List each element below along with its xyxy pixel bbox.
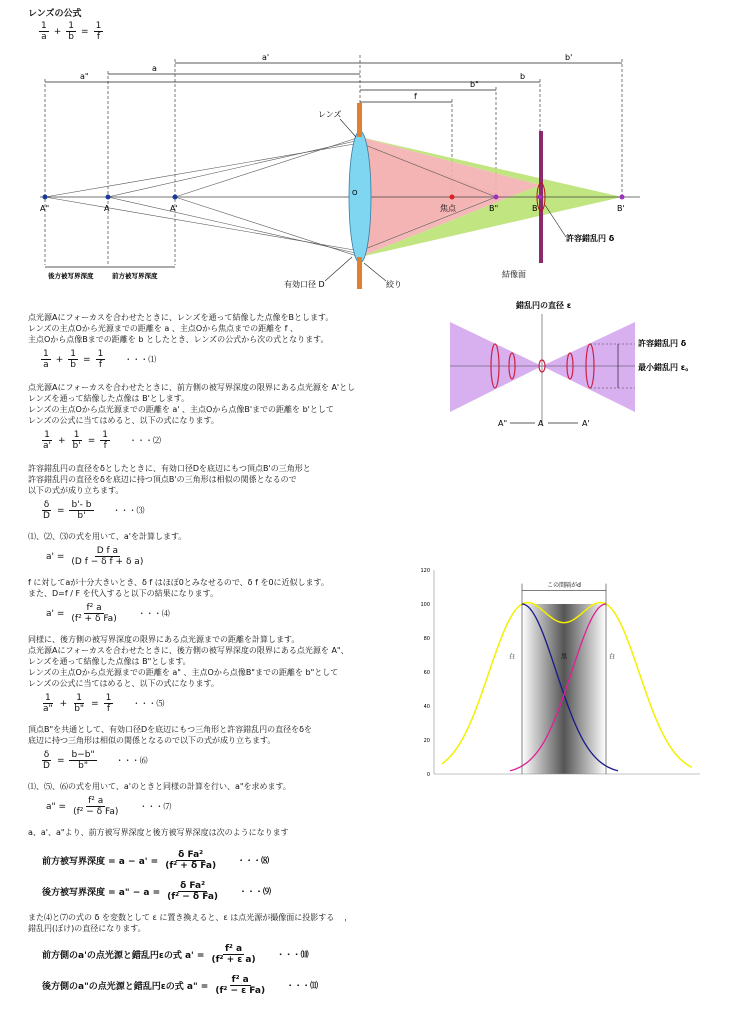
- eq1-d3: f: [98, 360, 103, 370]
- eq2-n1: 1: [44, 430, 50, 440]
- eq2-d1: a': [43, 441, 51, 451]
- eq11: [42, 975, 428, 996]
- p3-line: 許容錯乱円の直径をδとしたときに、有効口径Dを底辺にもつ頂点B'の三角形と: [28, 464, 311, 473]
- eq11-lhs: 後方側のa"の点光源と錯乱円εの式 a" =: [42, 982, 209, 992]
- label-B-dprime: B": [489, 204, 499, 213]
- p5-line: f に対してaが十分大きいとき、δ f はほぼ0とみなせるので、δ f を0に近似します。: [28, 578, 329, 587]
- eq2: $\frac{1}{a'}$ + $\frac{1}{b'}$ = $\frac{1}{f}$ ・・・⑵: [43, 430, 162, 451]
- aperture-stop: [357, 103, 362, 137]
- eq4-n: f² a: [86, 603, 102, 613]
- y-tick-label: 80: [423, 636, 430, 642]
- eq7-num: ・・・⑺: [139, 802, 172, 811]
- eq9-lhs: 後方被写界深度 = a" − a =: [42, 888, 161, 898]
- eq1: $\frac{1}{a}$ + $\frac{1}{b}$ = $\frac{1}{f}$ ・・・⑴: [43, 349, 157, 370]
- eq4a-n: D f a: [96, 546, 119, 556]
- p2-line: レンズを通って結像した点像は B'とします。: [28, 394, 190, 403]
- shade-region: [522, 604, 606, 774]
- eq1-n1: 1: [43, 349, 49, 359]
- eq6-d2: b": [78, 761, 88, 771]
- eq5-num: ・・・⑸: [132, 699, 165, 708]
- eq7: [46, 796, 428, 817]
- top-d1: a: [41, 32, 47, 42]
- eq1-d1: a: [43, 360, 49, 370]
- eq1-n3: 1: [97, 349, 104, 359]
- page-title: レンズの公式: [28, 9, 82, 19]
- coc-axis-mid: A: [538, 419, 544, 428]
- top-n2: 1: [68, 21, 75, 31]
- label-A: A: [104, 204, 110, 213]
- eq10: [42, 944, 428, 965]
- coc-diagram: [440, 296, 730, 436]
- eq11-d: (f² − ε Fa): [215, 986, 266, 996]
- lens-ray-diagram: [0, 45, 730, 295]
- p10-line-0: また⑷と⑺の式の δ を変数として ε に置き換えると、ε は点光源が撮像面に投影する: [28, 913, 335, 922]
- interval-annotation: この間隔がd: [547, 582, 581, 589]
- eq1-d2: b: [70, 360, 76, 370]
- label-O: O: [352, 189, 358, 197]
- label-image-plane: 結像面: [502, 270, 526, 279]
- eq1-num: ・・・⑴: [124, 355, 157, 364]
- p1-line: 点光源Aにフォーカスを合わせたときに、レンズを通って結像した点像をBとします。: [28, 313, 334, 322]
- coc-axis-left: A": [498, 419, 508, 428]
- p1-line: レンズの主点Oから光源までの距離を a 、主点Oから焦点までの距離を f 、: [28, 324, 299, 333]
- dim-b-dprime: b": [470, 80, 479, 89]
- p6-line: レンズの主点Oから点光源までの距離を a" 、主点Oから点像B"までの距離を b"として: [28, 668, 339, 677]
- p6-line: レンズの公式に当てはめると、以下の式になります。: [28, 679, 219, 688]
- eq2-n3: 1: [102, 430, 109, 440]
- eq10-d: (f² + ε a): [211, 955, 256, 965]
- dim-b: b: [520, 72, 526, 81]
- eq8: [42, 850, 428, 871]
- p1-line: 主点Oから点像Bまでの距離を b としたとき、レンズの公式から次の式となります。: [28, 335, 329, 344]
- top-d3: f: [96, 32, 101, 42]
- eq6-num: ・・・⑹: [115, 756, 148, 765]
- eq7-n: f² a: [88, 796, 104, 806]
- eq7-lhs: a" =: [46, 801, 67, 812]
- eq3: $\frac{\delta}{D}$ = $\frac{b'- b}{b'}$ ・・・⑶: [43, 500, 145, 521]
- eq5-d2: b": [74, 704, 85, 714]
- dim-a: a: [152, 64, 157, 73]
- eq4-d: (f² + δ Fa): [71, 614, 117, 624]
- eq5-n3: 1: [105, 693, 112, 703]
- eq2-num: ・・・⑵: [129, 436, 162, 445]
- eq11-num: ・・・⑾: [286, 981, 319, 990]
- p10-line: 錯乱円(ぼけ)の直径になります。: [28, 924, 146, 933]
- coc-title: 錯乱円の直径 ε: [516, 301, 572, 310]
- label-front-dof: 前方被写界深度: [112, 272, 158, 280]
- label-A-dprime: A": [40, 204, 50, 213]
- p10-line: [28, 912, 428, 923]
- y-tick-label: 100: [420, 602, 430, 608]
- top-op1: +: [53, 26, 62, 37]
- p9-line: a、a'、a"より、前方被写界深度と後方被写界深度は次のようになります: [28, 828, 289, 837]
- top-d2: b: [68, 32, 74, 42]
- p6-line: レンズを通って結像した点像は B"とします。: [28, 657, 191, 666]
- y-tick-label: 60: [423, 670, 430, 676]
- eq8-num: ・・・⑻: [237, 856, 270, 865]
- p3-line: 許容錯乱円の直径をδを底辺に持つ頂点B'の三角形は相似の関係となるので: [28, 475, 297, 484]
- label-aperture: 有効口径 D: [284, 280, 325, 289]
- p7-line: 底辺に持つ三角形は相似の関係となるので以下の式が成り立ちます。: [28, 736, 276, 745]
- label-focus: 焦点: [440, 204, 456, 213]
- region-label: 白: [508, 653, 516, 661]
- intensity-chart: [410, 560, 710, 790]
- eq8-n: δ Fa²: [178, 850, 204, 860]
- eq4a-d: (D f − δ f + δ a): [71, 557, 144, 567]
- eq2-d2: b': [72, 441, 81, 451]
- label-rear-dof: 後方被写界深度: [48, 272, 94, 280]
- eq3-d2: b': [77, 511, 86, 521]
- eq5-d1: a": [43, 704, 53, 714]
- eq4-lhs: a' =: [46, 608, 65, 619]
- eq9-n: δ Fa²: [180, 881, 206, 891]
- dim-a-dprime: a": [80, 72, 89, 81]
- eq5-d3: f: [106, 704, 111, 714]
- lens-shape: [349, 131, 371, 263]
- y-tick-label: 40: [423, 704, 430, 710]
- top-eq: =: [81, 26, 89, 37]
- eq3-d1: D: [43, 511, 50, 521]
- eq3-n1: δ: [43, 500, 50, 510]
- body-text: [28, 312, 428, 996]
- eq4: [46, 603, 428, 624]
- dim-b-prime: b': [565, 53, 573, 62]
- coc-axis-right: A': [582, 419, 590, 428]
- eq10-n: f² a: [225, 944, 243, 954]
- top-n3: 1: [95, 21, 102, 31]
- dim-f: f: [414, 92, 417, 101]
- eq4-num: ・・・⑷: [137, 609, 170, 618]
- dim-a-prime: a': [262, 53, 270, 62]
- eq9-num: ・・・⑼: [239, 887, 272, 896]
- p7-line: 頂点B"を共通として、有効口径Dを底辺にもつ三角形と許容錯乱円の直径をδを: [28, 725, 313, 734]
- p5-line: また、D=f / F を代入すると以下の結果になります。: [28, 589, 218, 598]
- eq10-lhs: 前方側のa'の点光源と錯乱円εの式 a' =: [42, 951, 205, 961]
- y-tick-label: 0: [426, 772, 430, 778]
- eq6: $\frac{\delta}{D}$ = $\frac{b-b"}{b"}$ ・・・⑹: [43, 750, 148, 771]
- eq6-n1: δ: [43, 750, 50, 760]
- p2-line: 点光源Aにフォーカスを合わせたときに、前方側の被写界深度の限界にある点光源を A'とし: [28, 383, 356, 392]
- eq2-d3: f: [103, 441, 107, 451]
- label-tolerance: 許容錯乱円 δ: [566, 234, 615, 243]
- label-stop: 絞り: [386, 280, 402, 289]
- eq8-d: (f² + δ Fa): [165, 861, 217, 871]
- eq9-d: (f² − δ Fa): [167, 892, 219, 902]
- eq6-d1: D: [43, 761, 50, 771]
- label-B: B: [532, 204, 538, 213]
- eq4a: [46, 546, 428, 567]
- top-formula: [36, 21, 106, 42]
- p2-line: レンズの公式に当てはめると、以下の式になります。: [28, 416, 219, 425]
- region-label: 白: [608, 653, 616, 661]
- eq2-n2: 1: [73, 430, 80, 440]
- region-label: 黒: [560, 653, 568, 661]
- eq6-n2: b−b": [71, 750, 95, 760]
- label-A-prime: A': [170, 204, 178, 213]
- eq5-n1: 1: [44, 693, 51, 703]
- y-tick-label: 20: [423, 738, 430, 744]
- p10-comma: ，: [344, 913, 353, 922]
- coc-min: 最小錯乱円 ε。: [638, 363, 694, 372]
- eq7-d: (f² − δ Fa): [73, 807, 119, 817]
- eq5: $\frac{1}{a"}$ + $\frac{1}{b"}$ = $\frac{1}{f}$ ・・・⑸: [43, 693, 165, 714]
- eq8-lhs: 前方被写界深度 = a − a' =: [42, 857, 159, 867]
- eq4a-lhs: a' =: [46, 551, 65, 562]
- label-lens: レンズ: [318, 110, 342, 119]
- p3-line: 以下の式が成り立ちます。: [28, 486, 124, 495]
- coc-tolerance: 許容錯乱円 δ: [638, 339, 687, 348]
- eq10-num: ・・・⑽: [276, 950, 309, 959]
- eq1-n2: 1: [70, 349, 77, 359]
- eq9: [42, 881, 428, 902]
- eq3-n2: b'- b: [71, 500, 92, 510]
- p6-line: 点光源Aにフォーカスを合わせたときに、後方側の被写界深度の限界にある点光源を A"、: [28, 646, 349, 655]
- eq5-n2: 1: [76, 693, 82, 703]
- top-n1: 1: [41, 21, 47, 31]
- eq3-num: ・・・⑶: [112, 506, 145, 515]
- p4-line: ⑴、⑵、⑶の式を用いて、a'を計算します。: [28, 532, 187, 541]
- p8-line: ⑴、⑸、⑹の式を用いて、a'のときと同様の計算を行い、a"を求めます。: [28, 782, 291, 791]
- p6-line: 同様に、後方側の被写界深度の限界にある点光源までの距離を計算します。: [28, 635, 300, 644]
- p2-line: レンズの主点Oから点光源までの距離を a' 、主点Oから点像B'までの距離を b'として: [28, 405, 334, 414]
- label-B-prime: B': [617, 204, 625, 213]
- eq11-n: f² a: [231, 975, 249, 985]
- y-tick-label: 120: [420, 568, 430, 574]
